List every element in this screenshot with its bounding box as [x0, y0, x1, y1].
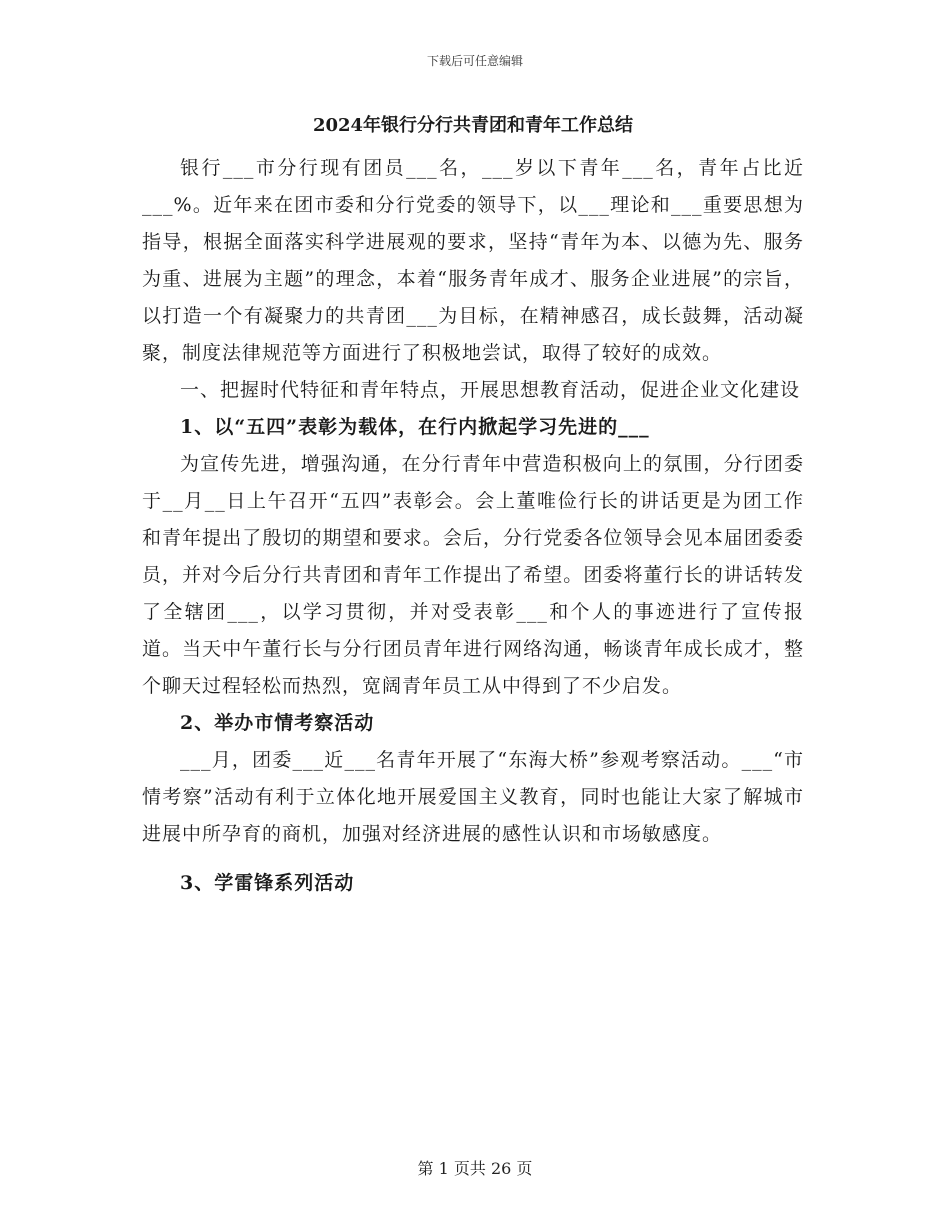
- subsection-1-body: 为宣传先进，增强沟通，在分行青年中营造积极向上的氛围，分行团委于__月__日上午召开“五四”表彰会。会上董唯俭行长的讲话更是为团工作和青年提出了殷切的期望和要求。会后，分行党委各位领导会见本届团委委员，并对今后分行共青团和青年工作提出了希望。团委将董行长的讲话转发了全辖团___，以学习贯彻，并对受表彰___和个人的事迹进行了宣传报道。当天中午董行长与分行团员青年进行网络沟通，畅谈青年成长成才，整个聊天过程轻松而热烈，宽阔青年员工从中得到了不少启发。: [142, 453, 804, 697]
- subsection-2-heading: 2、举办市情考察活动: [180, 712, 375, 734]
- intro-paragraph: 银行___市分行现有团员___名，___岁以下青年___名，青年占比近___%。近年来在团市委和分行党委的领导下，以___理论和___重要思想为指导，根据全面落实科学进展观的要求，坚持“青年为本、以德为先、服务为重、进展为主题”的理念，本着“服务青年成才、服务企业进展”的宗旨，以打造一个有凝聚力的共青团___为目标，在精神感召，成长鼓舞，活动凝聚，制度法律规范等方面进行了积极地尝试，取得了较好的成效。: [142, 157, 804, 364]
- subsection-2-body: ___月，团委___近___名青年开展了“东海大桥”参观考察活动。___“市情考察”活动有利于立体化地开展爱国主义教育，同时也能让大家了解城市进展中所孕育的商机，加强对经济进展的感性认识和市场敏感度。: [142, 749, 804, 845]
- header-note: 下载后可任意编辑: [426, 54, 523, 68]
- document-body: [142, 112, 804, 902]
- subsection-3-heading: 3、学雷锋系列活动: [180, 872, 355, 894]
- section-1-title: 一、把握时代特征和青年特点，开展思想教育活动，促进企业文化建设: [180, 379, 801, 401]
- document-title: 2024年银行分行共青团和青年工作总结: [312, 115, 634, 136]
- page-number: 第 1 页共 26 页: [417, 1159, 533, 1178]
- subsection-1-heading: 1、以“五四”表彰为载体，在行内掀起学习先进的___: [180, 416, 650, 438]
